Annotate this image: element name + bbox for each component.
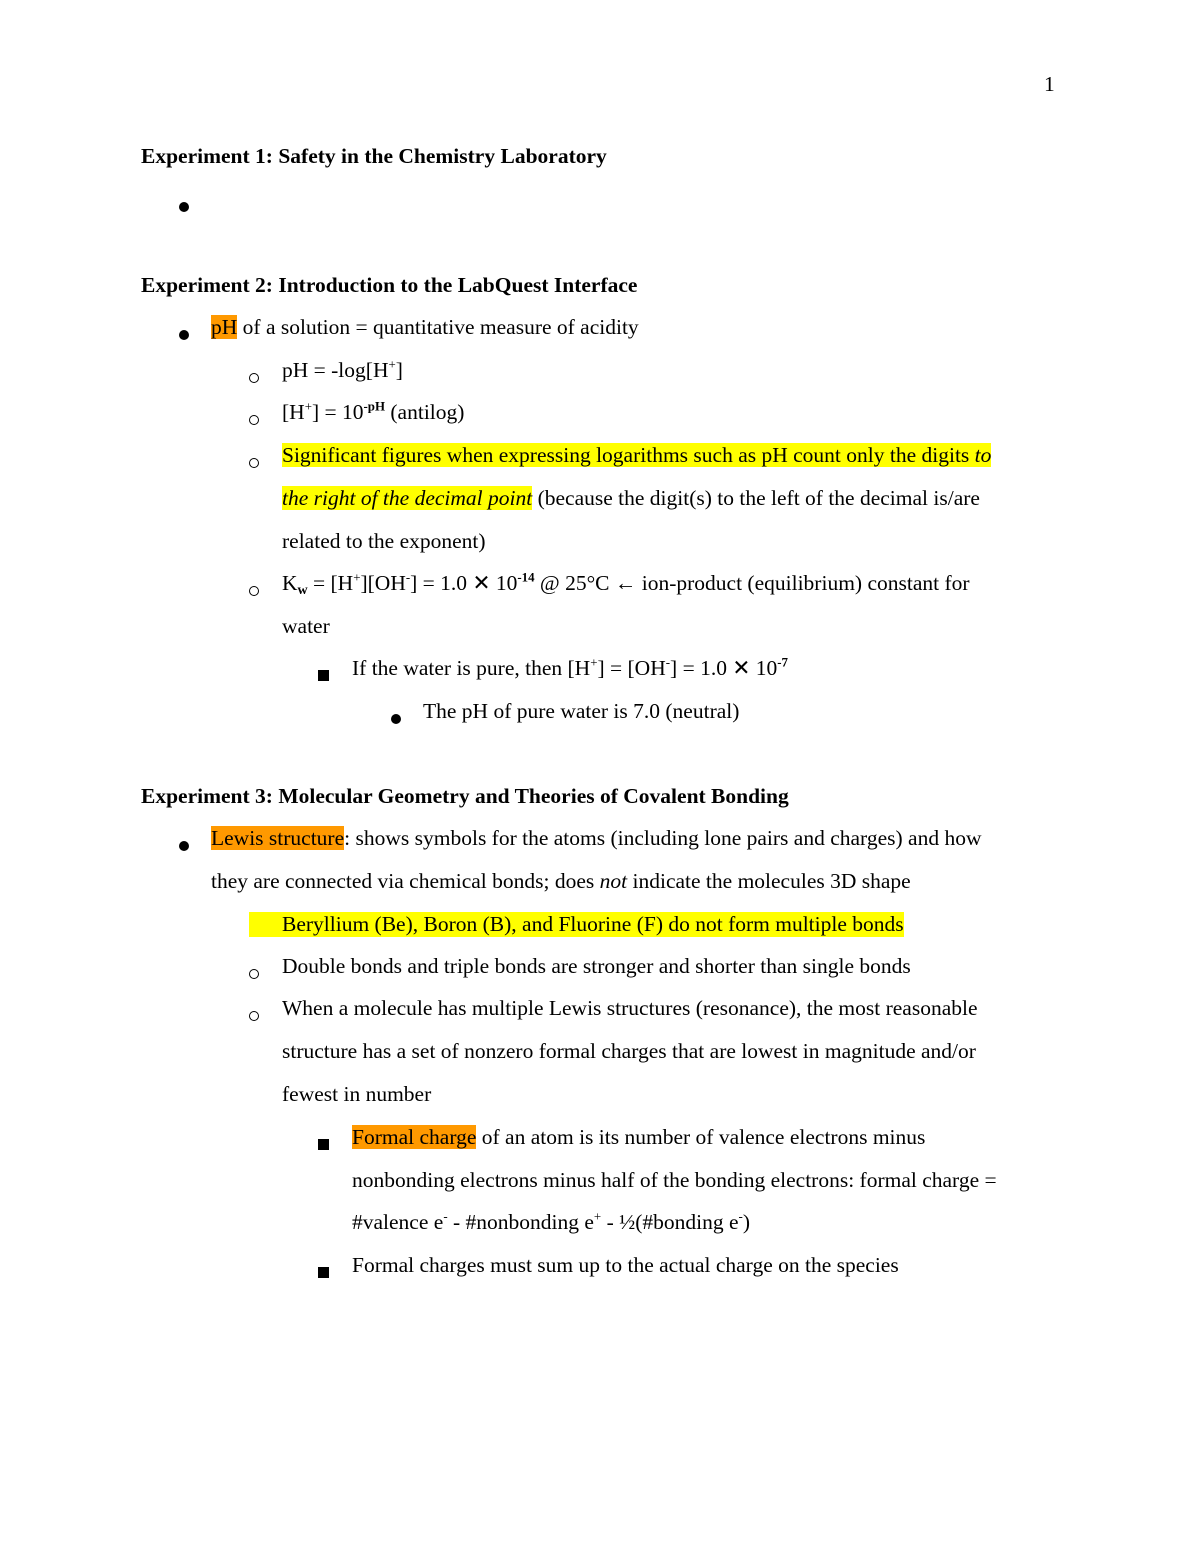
experiment-2-heading: Experiment 2: Introduction to the LabQuest Interface (141, 273, 638, 297)
resonance-line-1: When a molecule has multiple Lewis structures (resonance), the most reasonable (282, 996, 978, 1020)
experiment-1-heading: Experiment 1: Safety in the Chemistry Laboratory (141, 144, 607, 168)
resonance-line-3: fewest in number (282, 1082, 432, 1106)
sig-figs-line-3: related to the exponent) (282, 529, 486, 553)
bullet-disc-icon (179, 323, 189, 345)
kw-line-2: water (282, 614, 330, 638)
bullet-disc-icon (179, 834, 189, 856)
multiple-bonds-highlight: Beryllium (Be), Boron (B), and Fluorine (F) do not form multiple bonds (249, 912, 904, 937)
formal-charge-line-1: Formal charge of an atom is its number of valence electrons minus (352, 1125, 926, 1149)
resonance-line-2: structure has a set of nonzero formal charges that are lowest in magnitude and/or (282, 1039, 976, 1063)
kw-equation: $K_w = [H^+][OH^-] = 1.0$ ✕ $10^{-14}$ @ 25°C ← ion-product (equilibrium) constant for (282, 570, 970, 599)
bullet-circle-icon (249, 366, 259, 388)
neutral-ph-line: The pH of pure water is 7.0 (neutral) (423, 699, 740, 723)
bullet-square-icon (318, 1133, 329, 1155)
bond-strength-line: Double bonds and triple bonds are stronger and shorter than single bonds (282, 954, 911, 978)
page-number: 1 (1044, 72, 1055, 96)
multiple-bonds-line (249, 912, 904, 937)
formal-charge-line-3: #valence e- - #nonbonding e+ - ½(#bonding e-) (352, 1209, 751, 1234)
bullet-disc-icon (179, 195, 189, 217)
ph-term-highlight: pH (211, 315, 238, 339)
sig-figs-line-2: the right of the decimal point (because the digit(s) to the left of the decimal is/are (282, 486, 980, 510)
lewis-line-2: they are connected via chemical bonds; does not indicate the molecules 3D shape (211, 869, 911, 893)
experiment-3-heading: Experiment 3: Molecular Geometry and Theories of Covalent Bonding (141, 784, 789, 808)
bullet-circle-icon (249, 451, 259, 473)
formal-charge-sum-line: Formal charges must sum up to the actual charge on the species (352, 1253, 899, 1277)
bullet-circle-icon (249, 408, 259, 430)
bullet-square-icon (318, 664, 329, 686)
sig-figs-line-1 (282, 443, 991, 468)
bullet-square-icon (318, 1261, 329, 1283)
lewis-line-1: Lewis structure: shows symbols for the atoms (including lone pairs and charges) and how (211, 826, 982, 850)
pure-water-line: If the water is pure, then [H+] = [OH-] = 1.0 ✕ $10^{-7}$ (352, 655, 788, 680)
formal-charge-highlight: Formal charge (352, 1125, 477, 1149)
bullet-disc-icon (391, 707, 401, 729)
sig-figs-highlight: Significant figures when expressing logarithms such as pH count only the digits to (282, 443, 992, 467)
bullet-circle-icon (249, 1004, 259, 1026)
ph-formula: pH = -log[H+] (282, 357, 403, 382)
lewis-term-highlight: Lewis structure (211, 826, 345, 850)
bullet-circle-icon (249, 962, 259, 984)
formal-charge-line-2: nonbonding electrons minus half of the bonding electrons: formal charge = (352, 1168, 997, 1192)
bullet-circle-icon (249, 579, 259, 601)
antilog-formula: $[H^+] = 10^{-pH}$ (antilog) (282, 399, 465, 424)
ph-definition: pH of a solution = quantitative measure of acidity (211, 315, 639, 339)
